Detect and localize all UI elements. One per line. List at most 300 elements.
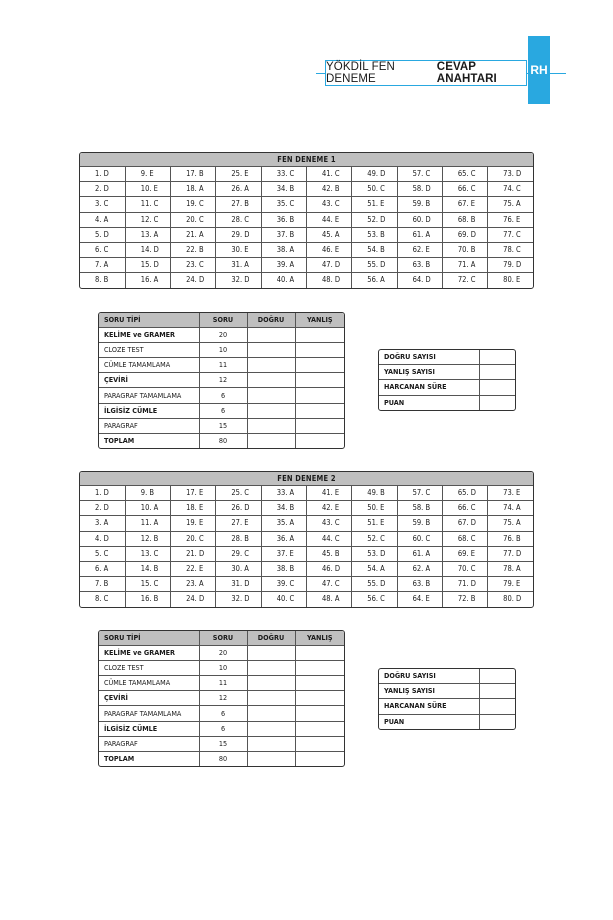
answer-cell: 9. B (125, 486, 170, 501)
answer-cell: 11. C (125, 197, 170, 212)
answer-cell: 76. E (488, 212, 533, 227)
correct-count-field[interactable] (247, 373, 295, 388)
answer-cell: 52. C (352, 531, 397, 546)
answer-cell: 4. D (80, 531, 125, 546)
header-title-bold: CEVAP ANAHTARI (436, 61, 497, 85)
answer-cell: 79. D (488, 258, 533, 273)
answer-cell: 54. B (352, 242, 397, 257)
answer-cell: 60. D (397, 212, 442, 227)
score-row (99, 721, 344, 736)
answer-cell: 37. B (261, 227, 306, 242)
answer-cell: 76. B (488, 531, 533, 546)
wrong-count-field[interactable] (295, 433, 344, 448)
score-table-exam-1 (98, 312, 345, 449)
answer-cell: 74. A (488, 501, 533, 516)
correct-count-field[interactable] (247, 418, 295, 433)
answer-cell: 44. C (306, 531, 351, 546)
answer-cell: 64. D (397, 273, 442, 288)
question-count: 12 (199, 691, 247, 706)
wrong-count-field[interactable] (295, 706, 344, 721)
answer-cell: 57. C (397, 167, 442, 182)
answer-cell: 24. D (171, 592, 216, 607)
answer-cell: 37. E (261, 546, 306, 561)
result-value-field[interactable] (479, 699, 515, 714)
answer-cell: 17. E (171, 486, 216, 501)
correct-count-field[interactable] (247, 646, 295, 661)
question-type-label: KELİME ve GRAMER (99, 646, 199, 661)
answer-cell: 16. B (125, 592, 170, 607)
answer-cell: 62. E (397, 242, 442, 257)
result-value-field[interactable] (479, 380, 515, 395)
result-row (379, 395, 515, 410)
rh-badge: RH (528, 36, 550, 104)
correct-count-field[interactable] (247, 691, 295, 706)
correct-count-field[interactable] (247, 343, 295, 358)
answer-cell: 20. C (171, 531, 216, 546)
answer-row (80, 167, 533, 182)
answer-cell: 75. A (488, 516, 533, 531)
question-count: 80 (199, 433, 247, 448)
score-header-cell: SORU (199, 313, 247, 328)
score-row (99, 661, 344, 676)
result-row (379, 350, 515, 365)
wrong-count-field[interactable] (295, 751, 344, 766)
answer-cell: 80. D (503, 594, 522, 604)
answer-cell: 71. A (442, 258, 487, 273)
question-count: 11 (199, 676, 247, 691)
result-label: YANLIŞ SAYISI (379, 365, 479, 380)
answer-cell: 13. A (125, 227, 170, 242)
score-header-cell: YANLIŞ (295, 313, 344, 328)
answer-cell: 21. A (171, 227, 216, 242)
question-count: 12 (199, 373, 247, 388)
answer-cell: 12. C (125, 212, 170, 227)
answer-cell: 18. E (171, 501, 216, 516)
correct-count-field[interactable] (247, 358, 295, 373)
result-row (379, 684, 515, 699)
result-value-field[interactable] (479, 365, 515, 380)
answer-cell: 35. C (261, 197, 306, 212)
answer-cell: 28. C (216, 212, 261, 227)
answer-cell: 35. A (261, 516, 306, 531)
answer-row (80, 258, 533, 273)
result-row (379, 714, 515, 729)
question-count: 6 (199, 706, 247, 721)
answer-row (80, 531, 533, 546)
question-type-label: İLGİSİZ CÜMLE (99, 403, 199, 418)
answer-cell: 1. D (80, 167, 125, 182)
question-type-label: KELİME ve GRAMER (99, 328, 199, 343)
score-header-cell: SORU TİPİ (99, 631, 199, 646)
question-count: 6 (199, 403, 247, 418)
answer-cell: 10. E (125, 182, 170, 197)
answer-row (80, 227, 533, 242)
answer-cell: 40. A (261, 273, 306, 288)
answer-cell: 66. C (442, 501, 487, 516)
wrong-count-field[interactable] (295, 403, 344, 418)
answer-cell: 62. A (397, 561, 442, 576)
answer-cell: 23. A (171, 577, 216, 592)
question-count: 6 (199, 721, 247, 736)
answer-cell: 48. A (306, 592, 351, 607)
answer-cell: 40. C (261, 592, 306, 607)
score-row (99, 676, 344, 691)
answer-row (80, 577, 533, 592)
score-row (99, 706, 344, 721)
result-box-exam-2 (378, 668, 516, 730)
question-type-label: TOPLAM (99, 433, 199, 448)
answer-cell: 31. D (216, 577, 261, 592)
answer-row (80, 561, 533, 576)
answer-cell: 30. A (216, 561, 261, 576)
answer-cell: 34. B (261, 501, 306, 516)
answer-cell: 53. D (352, 546, 397, 561)
answer-cell: 36. A (261, 531, 306, 546)
answer-cell: 32. D (216, 273, 261, 288)
answer-row (80, 182, 533, 197)
answer-cell: 53. B (352, 227, 397, 242)
answer-cell: 13. C (125, 546, 170, 561)
answer-row (80, 212, 533, 227)
question-type-label: CÜMLE TAMAMLAMA (99, 358, 199, 373)
answer-cell: 3. A (80, 516, 125, 531)
answer-cell: 33. A (261, 486, 306, 501)
question-type-label: ÇEVİRİ (99, 373, 199, 388)
answer-cell: 9. E (125, 167, 170, 182)
answer-cell: 49. D (352, 167, 397, 182)
answer-row (80, 197, 533, 212)
result-value-field[interactable] (479, 669, 515, 684)
answer-key-title: FEN DENEME 2 (80, 472, 533, 486)
answer-cell: 16. A (125, 273, 170, 288)
answer-cell: 73. E (488, 486, 533, 501)
answer-cell: 43. C (306, 197, 351, 212)
answer-key-exam-2 (79, 471, 534, 608)
correct-count-field[interactable] (247, 388, 295, 403)
answer-cell: 54. A (352, 561, 397, 576)
score-row (99, 388, 344, 403)
answer-cell: 38. A (261, 242, 306, 257)
score-row (99, 358, 344, 373)
result-row (379, 380, 515, 395)
answer-cell: 26. A (216, 182, 261, 197)
answer-row (80, 486, 533, 501)
answer-cell: 27. B (216, 197, 261, 212)
correct-count-field[interactable] (247, 706, 295, 721)
answer-cell: 63. B (397, 258, 442, 273)
answer-key-title: FEN DENEME 1 (80, 153, 533, 167)
answer-cell: 32. D (216, 592, 261, 607)
answer-cell: 75. A (488, 197, 533, 212)
wrong-count-field[interactable] (295, 328, 344, 343)
answer-cell: 47. D (306, 258, 351, 273)
score-header-cell: YANLIŞ (295, 631, 344, 646)
answer-cell: 47. C (306, 577, 351, 592)
answer-cell: 21. D (171, 546, 216, 561)
wrong-count-field[interactable] (295, 358, 344, 373)
answer-cell: 60. C (397, 531, 442, 546)
answer-cell: 72. C (442, 273, 487, 288)
score-row (99, 373, 344, 388)
score-header-row (99, 631, 344, 646)
correct-count-field[interactable] (247, 751, 295, 766)
answer-cell: 41. E (306, 486, 351, 501)
page-header (325, 60, 527, 86)
wrong-count-field[interactable] (295, 373, 344, 388)
result-label: HARCANAN SÜRE (379, 380, 479, 395)
answer-cell: 7. B (80, 577, 125, 592)
score-row (99, 418, 344, 433)
answer-cell: 39. C (261, 577, 306, 592)
question-type-label: PARAGRAF (99, 736, 199, 751)
answer-grid (80, 486, 533, 607)
answer-cell: 69. D (442, 227, 487, 242)
answer-cell: 12. B (125, 531, 170, 546)
wrong-count-field[interactable] (295, 736, 344, 751)
score-header-cell: DOĞRU (247, 313, 295, 328)
answer-cell: 57. C (397, 486, 442, 501)
question-type-label: PARAGRAF (99, 418, 199, 433)
question-count: 10 (199, 343, 247, 358)
answer-row (80, 546, 533, 561)
answer-cell: 14. D (125, 242, 170, 257)
answer-cell: 68. B (442, 212, 487, 227)
score-table-exam-2 (98, 630, 345, 767)
result-label: YANLIŞ SAYISI (379, 684, 479, 699)
answer-cell: 22. B (171, 242, 216, 257)
answer-cell: 46. E (306, 242, 351, 257)
answer-cell: 1. D (80, 486, 125, 501)
answer-cell: 42. B (306, 182, 351, 197)
wrong-count-field[interactable] (295, 388, 344, 403)
answer-cell: 11. A (125, 516, 170, 531)
result-row (379, 699, 515, 714)
answer-cell: 27. E (216, 516, 261, 531)
answer-cell: 17. B (171, 167, 216, 182)
wrong-count-field[interactable] (295, 646, 344, 661)
question-type-label: CLOZE TEST (99, 343, 199, 358)
answer-cell: 39. A (261, 258, 306, 273)
answer-cell: 77. C (488, 227, 533, 242)
score-header-cell: SORU TİPİ (99, 313, 199, 328)
answer-cell: 64. E (397, 592, 442, 607)
answer-cell: 51. E (352, 197, 397, 212)
answer-cell: 61. A (397, 227, 442, 242)
answer-cell: 42. E (306, 501, 351, 516)
score-header-cell: SORU (199, 631, 247, 646)
answer-cell: 31. A (216, 258, 261, 273)
answer-cell: 43. C (306, 516, 351, 531)
wrong-count-field[interactable] (295, 343, 344, 358)
correct-count-field[interactable] (247, 328, 295, 343)
answer-cell: 19. E (171, 516, 216, 531)
result-label: PUAN (379, 395, 479, 410)
answer-cell: 10. A (125, 501, 170, 516)
question-count: 10 (199, 661, 247, 676)
wrong-count-field[interactable] (295, 661, 344, 676)
question-count: 15 (199, 418, 247, 433)
answer-cell: 65. D (442, 486, 487, 501)
score-row (99, 751, 344, 766)
answer-cell: 69. E (442, 546, 487, 561)
question-type-label: İLGİSİZ CÜMLE (99, 721, 199, 736)
answer-cell: 29. D (216, 227, 261, 242)
answer-cell: 45. A (306, 227, 351, 242)
question-type-label: CÜMLE TAMAMLAMA (99, 676, 199, 691)
answer-cell: 15. C (125, 577, 170, 592)
wrong-count-field[interactable] (295, 676, 344, 691)
answer-cell: 5. D (80, 227, 125, 242)
result-label: DOĞRU SAYISI (379, 350, 479, 365)
answer-cell: 45. B (306, 546, 351, 561)
answer-cell: 50. C (352, 182, 397, 197)
answer-cell: 26. D (216, 501, 261, 516)
answer-cell: 59. B (397, 516, 442, 531)
correct-count-field[interactable] (247, 403, 295, 418)
question-count: 20 (199, 328, 247, 343)
answer-cell: 49. B (352, 486, 397, 501)
answer-cell: 80. E (503, 275, 521, 285)
question-count: 20 (199, 646, 247, 661)
correct-count-field[interactable] (247, 736, 295, 751)
result-value-field[interactable] (479, 395, 515, 410)
answer-cell: 78. C (488, 242, 533, 257)
question-count: 6 (199, 388, 247, 403)
answer-cell: 61. A (397, 546, 442, 561)
answer-cell: 6. A (80, 561, 125, 576)
answer-cell: 44. E (306, 212, 351, 227)
answer-row (80, 516, 533, 531)
result-row (379, 365, 515, 380)
answer-cell: 67. E (442, 197, 487, 212)
wrong-count-field[interactable] (295, 721, 344, 736)
question-type-label: PARAGRAF TAMAMLAMA (99, 706, 199, 721)
answer-cell: 56. C (352, 592, 397, 607)
answer-cell: 14. B (125, 561, 170, 576)
answer-cell: 20. C (171, 212, 216, 227)
score-row (99, 343, 344, 358)
answer-row (80, 592, 533, 607)
answer-cell: 25. C (216, 486, 261, 501)
answer-cell: 46. D (306, 561, 351, 576)
answer-cell: 79. E (488, 577, 533, 592)
wrong-count-field[interactable] (295, 691, 344, 706)
result-label: DOĞRU SAYISI (379, 669, 479, 684)
answer-cell: 30. E (216, 242, 261, 257)
answer-cell: 4. A (80, 212, 125, 227)
answer-cell: 52. D (352, 212, 397, 227)
answer-cell: 65. C (442, 167, 487, 182)
answer-cell: 25. E (216, 167, 261, 182)
answer-cell: 23. C (171, 258, 216, 273)
answer-cell: 66. C (442, 182, 487, 197)
result-label: PUAN (379, 714, 479, 729)
answer-cell: 56. A (352, 273, 397, 288)
question-count: 80 (199, 751, 247, 766)
question-type-label: CLOZE TEST (99, 661, 199, 676)
answer-cell: 71. D (442, 577, 487, 592)
answer-cell: 63. B (397, 577, 442, 592)
answer-cell: 6. C (80, 242, 125, 257)
answer-cell: 55. D (352, 258, 397, 273)
score-row (99, 403, 344, 418)
score-header-row (99, 313, 344, 328)
score-row (99, 691, 344, 706)
answer-cell: 7. A (80, 258, 125, 273)
answer-cell: 67. D (442, 516, 487, 531)
correct-count-field[interactable] (247, 676, 295, 691)
result-value-field[interactable] (479, 350, 515, 365)
correct-count-field[interactable] (247, 661, 295, 676)
wrong-count-field[interactable] (295, 418, 344, 433)
answer-cell: 18. A (171, 182, 216, 197)
correct-count-field[interactable] (247, 721, 295, 736)
answer-cell: 77. D (488, 546, 533, 561)
answer-cell: 8. C (80, 592, 125, 607)
answer-cell: 59. B (397, 197, 442, 212)
score-row (99, 736, 344, 751)
answer-cell: 72. B (442, 592, 487, 607)
score-row (99, 328, 344, 343)
answer-cell: 73. D (488, 167, 533, 182)
answer-cell: 36. B (261, 212, 306, 227)
answer-cell: 70. B (442, 242, 487, 257)
header-title-light: YÖKDİL FEN DENEME (326, 61, 395, 85)
answer-row (80, 242, 533, 257)
answer-cell: 3. C (80, 197, 125, 212)
answer-cell: 78. A (488, 561, 533, 576)
question-type-label: ÇEVİRİ (99, 691, 199, 706)
question-count: 15 (199, 736, 247, 751)
answer-cell: 34. B (261, 182, 306, 197)
answer-cell: 24. D (171, 273, 216, 288)
result-value-field[interactable] (479, 684, 515, 699)
answer-cell: 51. E (352, 516, 397, 531)
score-row (99, 433, 344, 448)
answer-cell: 15. D (125, 258, 170, 273)
answer-cell: 33. C (261, 167, 306, 182)
answer-cell: 28. B (216, 531, 261, 546)
answer-cell: 2. D (80, 182, 125, 197)
result-value-field[interactable] (479, 714, 515, 729)
question-type-label: PARAGRAF TAMAMLAMA (99, 388, 199, 403)
answer-cell: 5. C (80, 546, 125, 561)
answer-cell: 50. E (352, 501, 397, 516)
answer-grid (80, 167, 533, 288)
result-box-exam-1 (378, 349, 516, 411)
answer-key-exam-1 (79, 152, 534, 289)
answer-row (80, 501, 533, 516)
answer-cell: 8. B (80, 273, 125, 288)
answer-cell: 48. D (306, 273, 351, 288)
question-count: 11 (199, 358, 247, 373)
answer-cell: 58. B (397, 501, 442, 516)
answer-cell: 58. D (397, 182, 442, 197)
answer-cell: 55. D (352, 577, 397, 592)
answer-cell: 2. D (80, 501, 125, 516)
answer-cell: 38. B (261, 561, 306, 576)
answer-cell: 74. C (488, 182, 533, 197)
answer-row (80, 273, 533, 288)
score-header-cell: DOĞRU (247, 631, 295, 646)
answer-cell: 70. C (442, 561, 487, 576)
result-label: HARCANAN SÜRE (379, 699, 479, 714)
answer-cell: 19. C (171, 197, 216, 212)
answer-cell: 41. C (306, 167, 351, 182)
correct-count-field[interactable] (247, 433, 295, 448)
result-row (379, 669, 515, 684)
question-type-label: TOPLAM (99, 751, 199, 766)
